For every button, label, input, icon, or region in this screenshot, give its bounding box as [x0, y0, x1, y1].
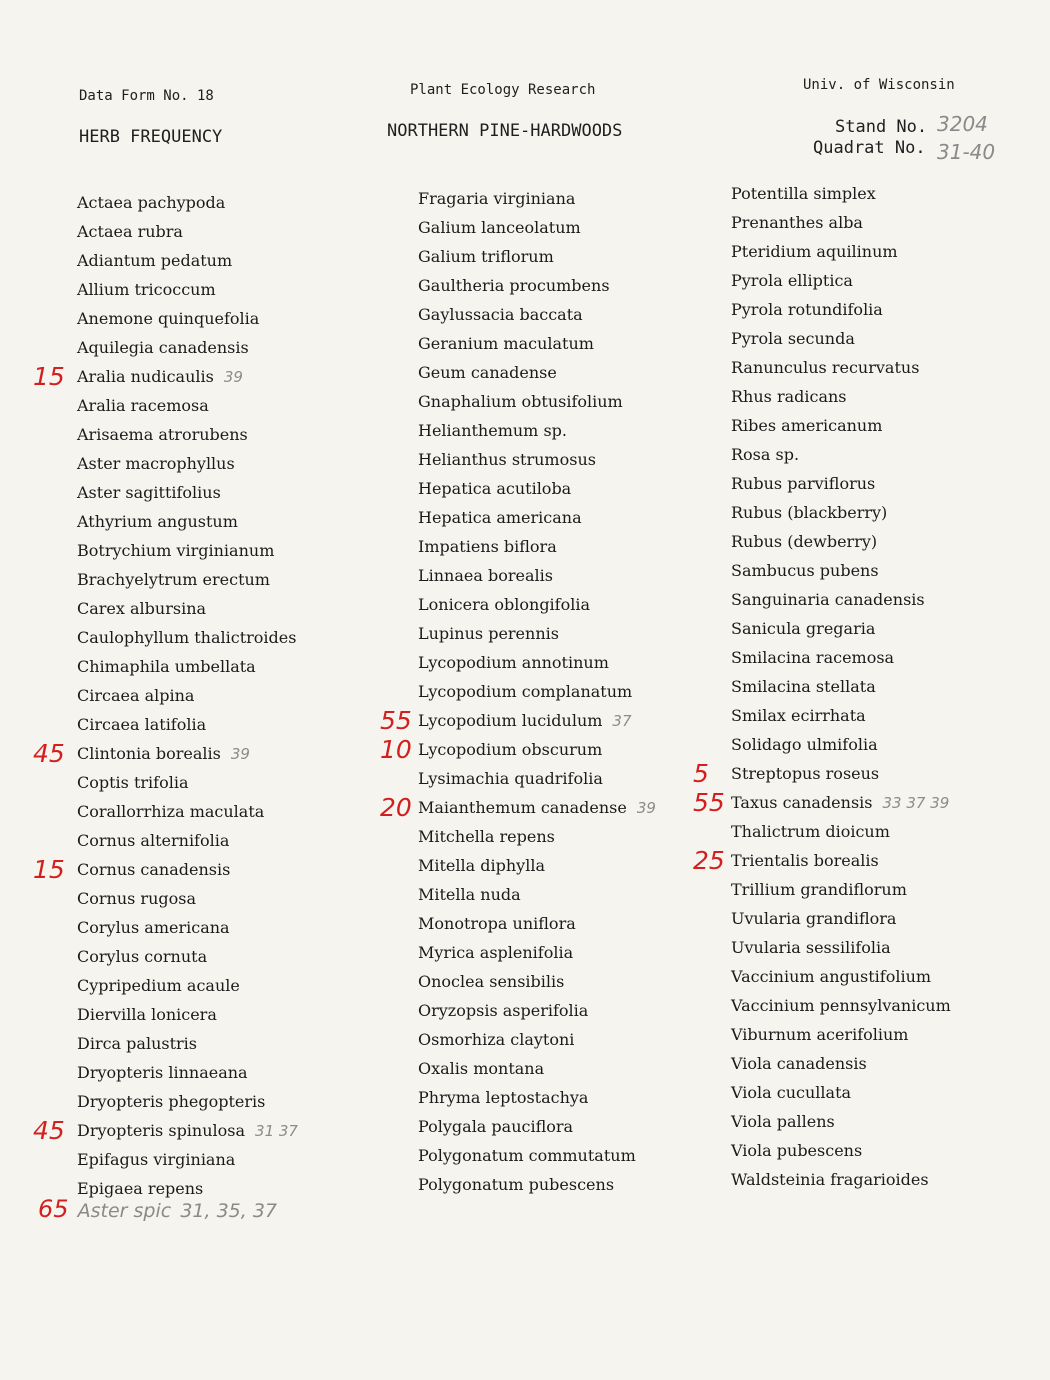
species-name: Trientalis borealis: [731, 851, 879, 870]
species-row: [77, 826, 298, 855]
species-column-2: [380, 184, 656, 1199]
species-row: [418, 677, 656, 706]
species-name: Potentilla simplex: [731, 184, 876, 203]
species-row: [731, 266, 951, 295]
species-name: Circaea latifolia: [77, 715, 207, 734]
species-row: [731, 411, 951, 440]
species-row: [731, 1049, 951, 1078]
species-name: Fragaria virginiana: [418, 189, 576, 208]
quadrat-note: 39: [223, 368, 243, 386]
species-name: Gaultheria procumbens: [418, 276, 610, 295]
species-row: [77, 188, 298, 217]
frequency-mark: 45: [33, 739, 65, 768]
species-row: [418, 1170, 656, 1199]
species-row: [77, 449, 298, 478]
species-row: [731, 991, 951, 1020]
species-name: Vaccinium angustifolium: [731, 967, 932, 986]
species-row: [418, 561, 656, 590]
species-row: [77, 623, 298, 652]
species-name: Cornus rugosa: [77, 889, 197, 908]
species-name: Lupinus perennis: [418, 624, 559, 643]
species-name: Corylus americana: [77, 918, 230, 937]
species-row: [77, 1058, 298, 1087]
species-name: Caulophyllum thalictroides: [77, 628, 297, 647]
species-name: Cornus alternifolia: [77, 831, 230, 850]
species-row: [418, 387, 656, 416]
frequency-mark: 10: [380, 735, 412, 764]
species-row: [731, 295, 951, 324]
species-name: Aralia nudicaulis: [77, 367, 214, 386]
species-row: [731, 353, 951, 382]
species-name: Viburnum acerifolium: [731, 1025, 909, 1044]
species-name: Hepatica acutiloba: [418, 479, 572, 498]
species-row: [77, 275, 298, 304]
species-name: Impatiens biflora: [418, 537, 557, 556]
species-name: Rosa sp.: [731, 445, 800, 464]
species-name: Lonicera oblongifolia: [418, 595, 590, 614]
species-row: [731, 672, 951, 701]
species-row: [418, 967, 656, 996]
species-row: [418, 909, 656, 938]
species-name: Cornus canadensis: [77, 860, 231, 879]
species-row: [77, 507, 298, 536]
species-name: Dryopteris phegopteris: [77, 1092, 266, 1111]
species-row: [693, 759, 951, 788]
species-name: Gaylussacia baccata: [418, 305, 583, 324]
species-row: [77, 681, 298, 710]
species-row: [418, 851, 656, 880]
species-row: [418, 213, 656, 242]
species-row: [418, 590, 656, 619]
species-row: [418, 880, 656, 909]
species-name: Circaea alpina: [77, 686, 195, 705]
species-row: [418, 445, 656, 474]
extra-species: Aster spic: [77, 1200, 172, 1222]
species-row: [33, 362, 298, 391]
species-row: [418, 358, 656, 387]
species-row: [418, 503, 656, 532]
species-name: Aster sagittifolius: [77, 483, 221, 502]
species-row: [418, 1141, 656, 1170]
species-name: Onoclea sensibilis: [418, 972, 565, 991]
species-name: Rubus parviflorus: [731, 474, 876, 493]
species-row: [380, 735, 656, 764]
species-name: Dryopteris spinulosa: [77, 1121, 246, 1140]
species-name: Corallorrhiza maculata: [77, 802, 265, 821]
species-row: [418, 1083, 656, 1112]
stand-label: Stand No.: [835, 117, 928, 137]
species-row: [77, 246, 298, 275]
frequency-mark: 55: [380, 706, 412, 735]
species-row: [418, 1112, 656, 1141]
species-row: [77, 768, 298, 797]
quadrat-note: 31 37: [255, 1122, 298, 1140]
species-name: Polygonatum pubescens: [418, 1175, 615, 1194]
species-name: Viola pallens: [731, 1112, 835, 1131]
species-name: Taxus canadensis: [731, 793, 873, 812]
species-row: [731, 1165, 951, 1194]
species-name: Linnaea borealis: [418, 566, 553, 585]
species-name: Streptopus roseus: [731, 764, 880, 783]
species-name: Pteridium aquilinum: [731, 242, 898, 261]
species-row: [418, 532, 656, 561]
species-name: Lycopodium complanatum: [418, 682, 633, 701]
species-name: Galium triflorum: [418, 247, 554, 266]
species-row: [731, 208, 951, 237]
species-name: Allium tricoccum: [77, 280, 216, 299]
species-name: Diervilla lonicera: [77, 1005, 217, 1024]
species-row: [418, 416, 656, 445]
species-name: Anemone quinquefolia: [77, 309, 260, 328]
species-name: Arisaema atrorubens: [77, 425, 248, 444]
species-row: [418, 184, 656, 213]
species-name: Smilax ecirrhata: [731, 706, 866, 725]
species-row: [77, 652, 298, 681]
frequency-mark: 55: [693, 788, 725, 817]
stand-number-handwritten: 3204: [937, 112, 988, 136]
species-name: Hepatica americana: [418, 508, 582, 527]
species-name: Aralia racemosa: [77, 396, 209, 415]
species-name: Epifagus virginiana: [77, 1150, 236, 1169]
species-name: Prenanthes alba: [731, 213, 863, 232]
species-row: [693, 846, 951, 875]
species-name: Athyrium angustum: [77, 512, 238, 531]
species-row: [731, 1107, 951, 1136]
species-row: [418, 822, 656, 851]
species-row: [77, 942, 298, 971]
species-row: [77, 710, 298, 739]
species-row: [731, 1078, 951, 1107]
species-row: [380, 793, 656, 822]
species-row: [77, 797, 298, 826]
frequency-mark: 5: [693, 759, 709, 788]
species-name: Lycopodium obscurum: [418, 740, 603, 759]
quadrat-label: Quadrat No.: [813, 138, 926, 158]
species-row: [77, 333, 298, 362]
species-name: Pyrola rotundifolia: [731, 300, 883, 319]
species-name: Phryma leptostachya: [418, 1088, 589, 1107]
species-row: [731, 1020, 951, 1049]
species-row: [418, 619, 656, 648]
species-name: Adiantum pedatum: [77, 251, 233, 270]
species-row: [77, 971, 298, 1000]
species-name: Carex albursina: [77, 599, 207, 618]
species-row: [418, 648, 656, 677]
species-row: [731, 324, 951, 353]
species-name: Sambucus pubens: [731, 561, 879, 580]
species-name: Cypripedium acaule: [77, 976, 240, 995]
species-name: Maianthemum canadense: [418, 798, 627, 817]
species-name: Sanguinaria canadensis: [731, 590, 925, 609]
species-row: [33, 855, 298, 884]
form-number: Data Form No. 18: [79, 88, 214, 104]
species-name: Polygonatum commutatum: [418, 1146, 636, 1165]
species-name: Mitchella repens: [418, 827, 555, 846]
species-row: [77, 420, 298, 449]
species-row: [77, 1000, 298, 1029]
species-row: [731, 382, 951, 411]
quadrat-note: 39: [636, 799, 656, 817]
frequency-mark: 15: [33, 362, 65, 391]
species-name: Epigaea repens: [77, 1179, 204, 1198]
species-row: [418, 329, 656, 358]
species-name: Mitella diphylla: [418, 856, 545, 875]
species-name: Viola canadensis: [731, 1054, 867, 1073]
species-row: [77, 884, 298, 913]
species-name: Sanicula gregaria: [731, 619, 876, 638]
species-name: Myrica asplenifolia: [418, 943, 574, 962]
handwritten-extra-entry: [38, 1195, 277, 1223]
species-row: [731, 701, 951, 730]
quadrat-note: 33 37 39: [882, 794, 950, 812]
frequency-mark: 15: [33, 855, 65, 884]
species-row: [731, 904, 951, 933]
species-name: Smilacina racemosa: [731, 648, 895, 667]
species-name: Uvularia sessilifolia: [731, 938, 891, 957]
species-row: [731, 933, 951, 962]
quadrat-note: 37: [612, 712, 632, 730]
species-name: Oryzopsis asperifolia: [418, 1001, 589, 1020]
organization: Plant Ecology Research: [410, 82, 596, 98]
species-name: Lycopodium annotinum: [418, 653, 609, 672]
species-name: Gnaphalium obtusifolium: [418, 392, 623, 411]
species-name: Thalictrum dioicum: [731, 822, 890, 841]
species-name: Oxalis montana: [418, 1059, 545, 1078]
species-row: [731, 527, 951, 556]
species-name: Actaea pachypoda: [77, 193, 226, 212]
species-row: [731, 556, 951, 585]
species-row: [418, 938, 656, 967]
frequency-mark: 45: [33, 1116, 65, 1145]
quadrat-note: 39: [230, 745, 250, 763]
species-name: Helianthus strumosus: [418, 450, 596, 469]
species-row: [731, 817, 951, 846]
species-row: [731, 730, 951, 759]
frequency-mark: 25: [693, 846, 725, 875]
species-row: [418, 474, 656, 503]
species-name: Helianthemum sp.: [418, 421, 567, 440]
species-row: [731, 469, 951, 498]
species-name: Brachyelytrum erectum: [77, 570, 270, 589]
species-name: Corylus cornuta: [77, 947, 208, 966]
species-name: Actaea rubra: [77, 222, 183, 241]
species-name: Ribes americanum: [731, 416, 883, 435]
species-row: [77, 913, 298, 942]
extra-frequency: 65: [38, 1195, 69, 1223]
species-name: Clintonia borealis: [77, 744, 221, 763]
species-row: [77, 1029, 298, 1058]
species-name: Mitella nuda: [418, 885, 521, 904]
species-row: [77, 304, 298, 333]
species-row: [731, 237, 951, 266]
species-name: Chimaphila umbellata: [77, 657, 256, 676]
species-column-1: [33, 188, 298, 1203]
species-name: Lysimachia quadrifolia: [418, 769, 603, 788]
species-name: Lycopodium lucidulum: [418, 711, 603, 730]
species-row: [731, 614, 951, 643]
species-name: Pyrola elliptica: [731, 271, 853, 290]
species-row: [731, 498, 951, 527]
species-name: Aster macrophyllus: [77, 454, 235, 473]
species-name: Rubus (blackberry): [731, 503, 888, 522]
species-row: [693, 788, 951, 817]
species-row: [77, 536, 298, 565]
vegetation-type: NORTHERN PINE-HARDWOODS: [387, 121, 623, 141]
species-name: Smilacina stellata: [731, 677, 876, 696]
species-name: Trillium grandiflorum: [731, 880, 907, 899]
species-row: [418, 1025, 656, 1054]
species-row: [77, 217, 298, 246]
species-name: Vaccinium pennsylvanicum: [731, 996, 951, 1015]
species-column-3: [693, 179, 951, 1194]
species-name: Coptis trifolia: [77, 773, 189, 792]
species-name: Pyrola secunda: [731, 329, 855, 348]
species-name: Solidago ulmifolia: [731, 735, 878, 754]
species-row: [731, 875, 951, 904]
species-row: [731, 643, 951, 672]
frequency-mark: 20: [380, 793, 412, 822]
species-row: [731, 440, 951, 469]
species-name: Polygala pauciflora: [418, 1117, 574, 1136]
species-row: [380, 706, 656, 735]
species-row: [418, 996, 656, 1025]
species-row: [77, 1145, 298, 1174]
extra-quadrats: 31, 35, 37: [180, 1200, 278, 1222]
species-name: Waldsteinia fragarioides: [731, 1170, 929, 1189]
species-row: [77, 391, 298, 420]
species-row: [731, 1136, 951, 1165]
species-row: [33, 1116, 298, 1145]
species-name: Galium lanceolatum: [418, 218, 581, 237]
quadrat-number-handwritten: 31-40: [937, 140, 996, 164]
species-name: Viola cucullata: [731, 1083, 852, 1102]
species-row: [731, 179, 951, 208]
species-name: Dryopteris linnaeana: [77, 1063, 248, 1082]
species-name: Rhus radicans: [731, 387, 847, 406]
species-name: Viola pubescens: [731, 1141, 863, 1160]
species-name: Aquilegia canadensis: [77, 338, 249, 357]
species-name: Monotropa uniflora: [418, 914, 576, 933]
species-row: [77, 565, 298, 594]
species-row: [33, 739, 298, 768]
species-name: Uvularia grandiflora: [731, 909, 897, 928]
species-row: [77, 478, 298, 507]
species-row: [77, 1087, 298, 1116]
species-name: Dirca palustris: [77, 1034, 197, 1053]
species-name: Ranunculus recurvatus: [731, 358, 920, 377]
species-row: [418, 271, 656, 300]
species-row: [418, 300, 656, 329]
species-name: Geranium maculatum: [418, 334, 594, 353]
species-name: Geum canadense: [418, 363, 557, 382]
species-row: [77, 594, 298, 623]
species-row: [731, 585, 951, 614]
species-row: [418, 1054, 656, 1083]
species-row: [731, 962, 951, 991]
species-name: Osmorhiza claytoni: [418, 1030, 575, 1049]
university: Univ. of Wisconsin: [803, 77, 955, 93]
species-row: [418, 764, 656, 793]
species-row: [418, 242, 656, 271]
species-name: Botrychium virginianum: [77, 541, 275, 560]
species-name: Rubus (dewberry): [731, 532, 878, 551]
page-title: HERB FREQUENCY: [79, 127, 223, 147]
